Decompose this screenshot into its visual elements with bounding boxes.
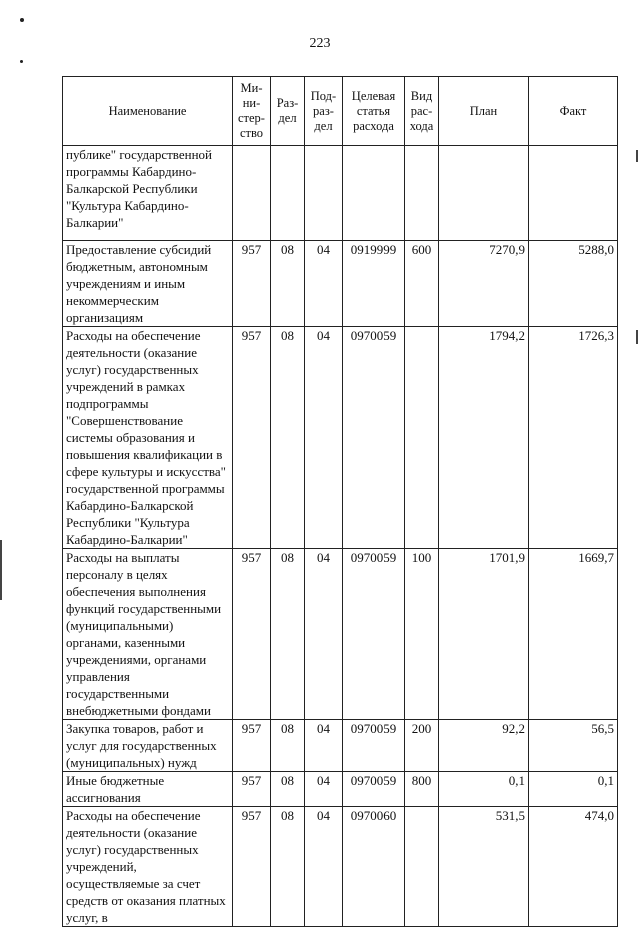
row-subsection: 04 xyxy=(305,807,343,927)
row-name: Расходы на обеспечение деятельности (оказание услуг) государственных учреждений, осуществляемые за счет средств от оказания платных услуг, в xyxy=(63,807,233,927)
header-row xyxy=(63,77,618,146)
row-type: 800 xyxy=(405,772,439,807)
scan-speck xyxy=(20,18,24,22)
budget-table xyxy=(62,76,618,927)
row-ministry: 957 xyxy=(233,807,271,927)
row-section: 08 xyxy=(271,772,305,807)
row-target: 0970059 xyxy=(343,772,405,807)
row-fact: 1726,3 xyxy=(529,327,618,549)
row-target: 0970059 xyxy=(343,549,405,720)
row-target: 0970060 xyxy=(343,807,405,927)
row-name: Расходы на обеспечение деятельности (оказание услуг) государственных учреждений в рамках подпрограммы "Совершенствование системы образования и повышения квалификации в сфере культуры и искусства" государственной программы Кабардино-Балкарской Республики "Культура Кабардино-Балкарии" xyxy=(63,327,233,549)
table-row xyxy=(63,807,618,927)
table-row xyxy=(63,146,618,241)
row-section: 08 xyxy=(271,549,305,720)
row-name: Предоставление субсидий бюджетным, автономным учреждениям и иным некоммерческим организациям xyxy=(63,241,233,327)
row-fact: 1669,7 xyxy=(529,549,618,720)
table-row xyxy=(63,720,618,772)
row-plan: 0,1 xyxy=(439,772,529,807)
row-type xyxy=(405,327,439,549)
row-section: 08 xyxy=(271,720,305,772)
row-fact xyxy=(529,146,618,241)
table-row xyxy=(63,549,618,720)
scan-edge-mark xyxy=(636,330,638,344)
row-subsection xyxy=(305,146,343,241)
row-name: Закупка товаров, работ и услуг для государственных (муниципальных) нужд xyxy=(63,720,233,772)
row-ministry: 957 xyxy=(233,327,271,549)
row-plan: 92,2 xyxy=(439,720,529,772)
row-target: 0970059 xyxy=(343,327,405,549)
row-subsection: 04 xyxy=(305,549,343,720)
column-header-type: Вид рас- хода xyxy=(405,77,439,146)
row-section: 08 xyxy=(271,327,305,549)
row-name: публике" государственной программы Кабардино-Балкарской Республики "Культура Кабардино-Балкарии" xyxy=(63,146,233,241)
row-fact: 0,1 xyxy=(529,772,618,807)
row-plan xyxy=(439,146,529,241)
row-fact: 56,5 xyxy=(529,720,618,772)
column-header-subsection: Под- раз- дел xyxy=(305,77,343,146)
row-target xyxy=(343,146,405,241)
row-fact: 5288,0 xyxy=(529,241,618,327)
row-type: 200 xyxy=(405,720,439,772)
page-number: 223 xyxy=(309,36,331,51)
row-plan: 1794,2 xyxy=(439,327,529,549)
row-section: 08 xyxy=(271,807,305,927)
row-target: 0970059 xyxy=(343,720,405,772)
row-ministry xyxy=(233,146,271,241)
row-name: Расходы на выплаты персоналу в целях обеспечения выполнения функций государственными (муниципальными) органами, казенными учреждениями, органами управления государственными внебюджетными фондами xyxy=(63,549,233,720)
column-header-plan: План xyxy=(439,77,529,146)
scan-edge-mark xyxy=(636,150,638,162)
row-type xyxy=(405,807,439,927)
row-subsection: 04 xyxy=(305,772,343,807)
row-ministry: 957 xyxy=(233,549,271,720)
column-header-name: Наименование xyxy=(63,77,233,146)
row-fact: 474,0 xyxy=(529,807,618,927)
column-header-section: Раз- дел xyxy=(271,77,305,146)
table-row xyxy=(63,327,618,549)
row-plan: 531,5 xyxy=(439,807,529,927)
row-type: 600 xyxy=(405,241,439,327)
row-section: 08 xyxy=(271,241,305,327)
row-subsection: 04 xyxy=(305,327,343,549)
row-type xyxy=(405,146,439,241)
table-row xyxy=(63,772,618,807)
row-subsection: 04 xyxy=(305,241,343,327)
row-ministry: 957 xyxy=(233,772,271,807)
column-header-fact: Факт xyxy=(529,77,618,146)
row-section xyxy=(271,146,305,241)
row-type: 100 xyxy=(405,549,439,720)
scan-speck xyxy=(20,60,23,63)
row-ministry: 957 xyxy=(233,241,271,327)
row-name: Иные бюджетные ассигнования xyxy=(63,772,233,807)
row-target: 0919999 xyxy=(343,241,405,327)
row-subsection: 04 xyxy=(305,720,343,772)
scan-edge-mark xyxy=(0,540,2,600)
row-ministry: 957 xyxy=(233,720,271,772)
row-plan: 7270,9 xyxy=(439,241,529,327)
table-row xyxy=(63,241,618,327)
column-header-target: Целевая статья расхода xyxy=(343,77,405,146)
column-header-ministry: Ми- ни- стер- ство xyxy=(233,77,271,146)
row-plan: 1701,9 xyxy=(439,549,529,720)
